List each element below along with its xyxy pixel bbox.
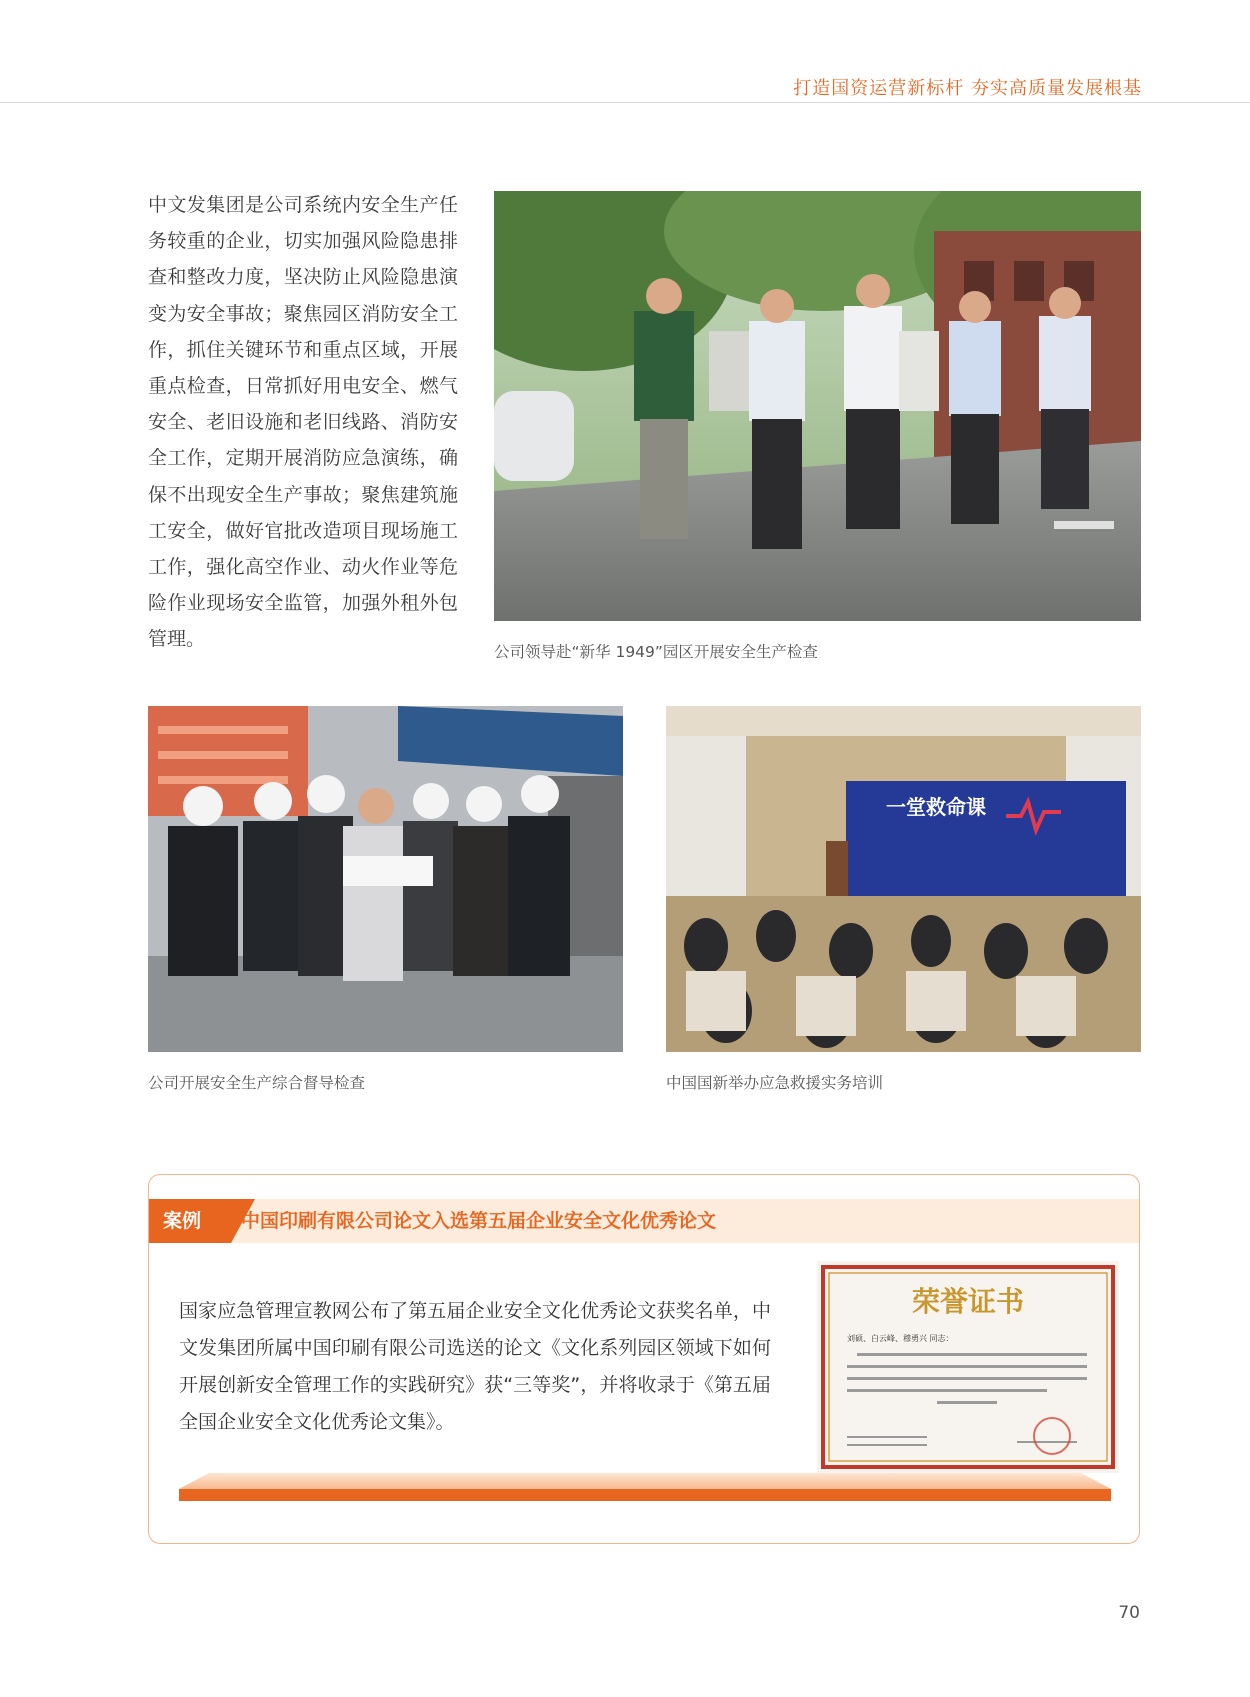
case-base-ribbon: [179, 1473, 1111, 1501]
photo-park-inspection: [494, 191, 1141, 621]
page-number: 70: [1118, 1603, 1140, 1623]
case-box: [148, 1174, 1140, 1544]
caption-park-inspection: 公司领导赴“新华 1949”园区开展安全生产检查: [494, 643, 818, 661]
case-label: 案例: [149, 1199, 231, 1243]
header-divider: [0, 102, 1250, 103]
case-title: 中国印刷有限公司论文入选第五届企业安全文化优秀论文: [241, 1210, 717, 1232]
caption-emergency-training: 中国国新举办应急救援实务培训: [666, 1074, 884, 1092]
photo-site-supervision: [148, 706, 623, 1052]
case-paragraph: 国家应急管理宣教网公布了第五届企业安全文化优秀论文获奖名单，中文发集团所属中国印刷有限公司选送的论文《文化系列园区领域下如何开展创新安全管理工作的实践研究》获“三等奖”，并将收录于《第五届全国企业安全文化优秀论文集》。: [179, 1300, 771, 1433]
running-header-title: 打造国资运营新标杆 夯实高质量发展根基: [793, 78, 1142, 99]
caption-site-supervision: 公司开展安全生产综合督导检查: [148, 1074, 366, 1092]
certificate-names: 刘硕、白云峰、穆勇兴 同志：: [847, 1334, 954, 1343]
certificate-title: 荣誉证书: [911, 1285, 1025, 1318]
photo-emergency-training: [666, 706, 1141, 1052]
honor-certificate: [817, 1261, 1119, 1473]
slide-title: 一堂救命课: [886, 795, 986, 819]
intro-paragraph: 中文发集团是公司系统内安全生产任务较重的企业，切实加强风险隐患排查和整改力度，坚决防止风险隐患演变为安全事故；聚焦园区消防安全工作，抓住关键环节和重点区域，开展重点检查，日常抓好用电安全、燃气安全、老旧设施和老旧线路、消防安全工作，定期开展消防应急演练，确保不出现安全生产事故；聚焦建筑施工安全，做好官批改造项目现场施工工作，强化高空作业、动火作业等危险作业现场安全监管，加强外租外包管理。: [148, 194, 458, 651]
